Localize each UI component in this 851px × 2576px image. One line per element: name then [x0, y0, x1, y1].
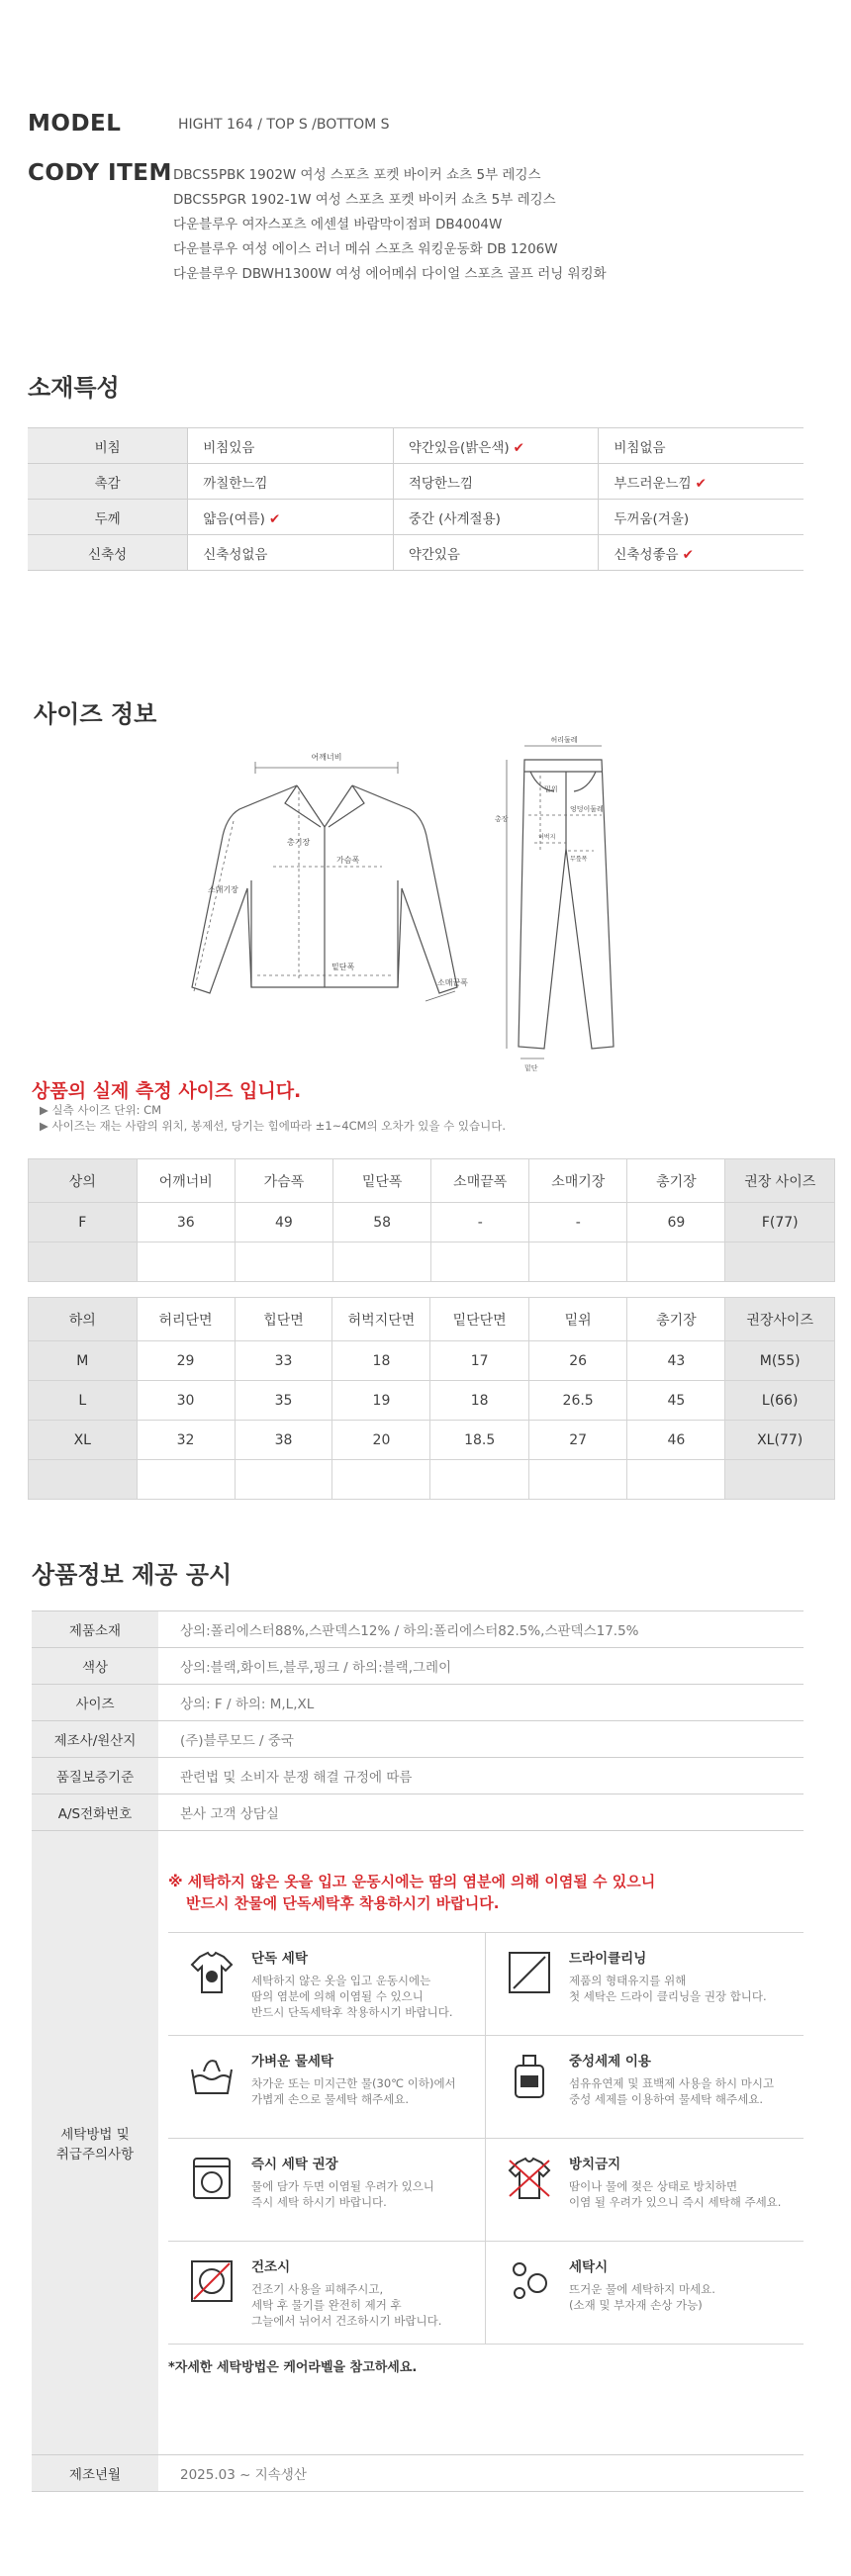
- size-notice: 상품의 실제 측정 사이즈 입니다.: [32, 1080, 302, 1102]
- bottom-size-cell: 38: [235, 1421, 332, 1460]
- material-option: 약간있음(밝은색) ✔: [393, 428, 599, 464]
- bottom-size-row: [29, 1381, 835, 1421]
- wash-warning: ※ 세탁하지 않은 옷을 입고 운동시에는 땀의 염분에 의해 이염될 수 있으니 반드시 찬물에 단독세탁후 착용하시기 바랍니다.: [168, 1873, 656, 1912]
- wash-item-text: [569, 2153, 781, 2241]
- top-header-cell: 상의: [29, 1159, 138, 1203]
- bottom-header-row: [29, 1298, 835, 1341]
- bottom-size-cell: L: [29, 1381, 138, 1421]
- top-empty-cell: [137, 1242, 235, 1282]
- washing-machine-icon: [186, 2153, 237, 2204]
- wash-item-title: 가벼운 물세탁: [251, 2054, 333, 2070]
- wash-content: [158, 1831, 804, 2455]
- top-size-row: [29, 1203, 835, 1242]
- bottom-header-cell: 힙단면: [235, 1298, 332, 1341]
- bottom-size-cell: 33: [235, 1341, 332, 1381]
- wash-item: [168, 2036, 486, 2139]
- size-note: ▶ 사이즈는 재는 사람의 위치, 봉제선, 당기는 힘에따라 ±1~4CM의 오차가 있을 수 있습니다.: [40, 1119, 507, 1133]
- check-icon: ✔: [682, 546, 694, 563]
- wash-item-title: 단독 세탁: [251, 1951, 308, 1967]
- bottom-empty-cell: [235, 1460, 332, 1500]
- bottom-size-cell: L(66): [725, 1381, 835, 1421]
- wash-item: [486, 2036, 804, 2139]
- label-cuff: 소매끝폭: [437, 978, 468, 987]
- top-header-cell: 권장 사이즈: [725, 1159, 835, 1203]
- cody-item: 다운블루우 여자스포츠 에센셜 바람막이점퍼 DB4004W: [173, 217, 503, 232]
- wash-item-desc: 즉시 세탁 하시기 바랍니다.: [251, 2195, 387, 2209]
- material-row-label: 촉감: [28, 464, 188, 500]
- bottom-size-cell: 17: [430, 1341, 528, 1381]
- wash-item-desc: 땀이나 물에 젖은 상태로 방치하면: [569, 2179, 738, 2193]
- info-row-label: 품질보증기준: [32, 1758, 158, 1794]
- info-row: [32, 1611, 804, 1648]
- bottom-empty-cell: [137, 1460, 235, 1500]
- cody-item-label: CODY ITEM: [28, 160, 172, 186]
- wash-item-desc: 그늘에서 뉘어서 건조하시기 바랍니다.: [251, 2314, 442, 2328]
- model-label: MODEL: [28, 111, 122, 137]
- label-pants-hem: 밑단: [524, 1064, 538, 1072]
- material-option: 적당한느낌: [393, 464, 599, 500]
- top-size-table: [28, 1158, 835, 1282]
- bottom-size-cell: 26.5: [528, 1381, 626, 1421]
- material-row-label: 비침: [28, 428, 188, 464]
- top-size-cell: F: [29, 1203, 138, 1242]
- wash-item-text: [569, 1947, 767, 2035]
- label-length: 총기장: [287, 838, 311, 847]
- wash-item-title: 중성세제 이용: [569, 2054, 651, 2070]
- material-table: [28, 427, 804, 571]
- wash-item-desc: 가볍게 손으로 물세탁 해주세요.: [251, 2092, 410, 2106]
- material-title: 소재특성: [28, 374, 120, 402]
- bottom-size-cell: 29: [137, 1341, 235, 1381]
- bottom-empty-cell: [430, 1460, 528, 1500]
- wash-item: [168, 2139, 486, 2242]
- check-icon: ✔: [695, 475, 707, 492]
- wash-item-title: 방치금지: [569, 2157, 621, 2172]
- bottom-size-cell: 19: [332, 1381, 430, 1421]
- bottom-size-cell: M(55): [725, 1341, 835, 1381]
- wash-item: [168, 2242, 486, 2345]
- bottom-header-cell: 하의: [29, 1298, 138, 1341]
- bottom-size-cell: 18: [430, 1381, 528, 1421]
- top-empty-cell: [29, 1242, 138, 1282]
- top-header-row: [29, 1159, 835, 1203]
- info-row-value: 관련법 및 소비자 분쟁 해결 규정에 따름: [158, 1758, 804, 1794]
- bottom-size-cell: 35: [235, 1381, 332, 1421]
- material-option: 부드러운느낌 ✔: [599, 464, 804, 500]
- info-row: [32, 1685, 804, 1721]
- wash-grid: [168, 1932, 804, 2345]
- info-row-label: 색상: [32, 1648, 158, 1685]
- bottom-size-cell: 27: [528, 1421, 626, 1460]
- label-shoulder: 어깨너비: [311, 753, 342, 762]
- size-title: 사이즈 정보: [34, 700, 157, 728]
- bottom-size-cell: 20: [332, 1421, 430, 1460]
- top-empty-row: [29, 1242, 835, 1282]
- wash-item-text: [251, 2050, 456, 2138]
- info-row-value: (주)블루모드 / 중국: [158, 1721, 804, 1758]
- wash-item-desc: 첫 세탁은 드라이 클리닝을 권장 합니다.: [569, 1989, 767, 2003]
- material-row: [28, 535, 804, 571]
- label-hem: 밑단폭: [331, 963, 355, 971]
- info-row-label: 제조사/원산지: [32, 1721, 158, 1758]
- check-icon: ✔: [268, 510, 281, 527]
- wash-item-desc: 섬유유연제 및 표백제 사용을 하시 마시고: [569, 2076, 775, 2090]
- bottom-size-cell: 45: [627, 1381, 725, 1421]
- wash-item-desc: 반드시 단독세탁후 착용하시기 바랍니다.: [251, 2005, 453, 2019]
- wash-item: [486, 2242, 804, 2345]
- top-empty-cell: [431, 1242, 529, 1282]
- material-row: [28, 464, 804, 500]
- wash-item-desc: 중성 세제를 이용하여 물세탁 해주세요.: [569, 2092, 764, 2106]
- bottom-header-cell: 밑단단면: [430, 1298, 528, 1341]
- bottom-size-table: [28, 1297, 835, 1500]
- no-soak-icon: [504, 2153, 555, 2204]
- size-note: ▶ 실측 사이즈 단위: CM: [40, 1103, 162, 1117]
- wash-item: [486, 1933, 804, 2036]
- bottom-empty-cell: [528, 1460, 626, 1500]
- info-row-label: 제품소재: [32, 1611, 158, 1648]
- material-option: 비침없음: [599, 428, 804, 464]
- cody-item: DBCS5PBK 1902W 여성 스포츠 포켓 바이커 쇼츠 5부 레깅스: [173, 167, 541, 183]
- info-table: [32, 1610, 804, 2492]
- bottom-size-cell: XL: [29, 1421, 138, 1460]
- model-value: HIGHT 164 / TOP S /BOTTOM S: [178, 117, 390, 133]
- material-option: 비침있음: [188, 428, 394, 464]
- top-size-cell: -: [529, 1203, 627, 1242]
- date-value: 2025.03 ~ 지속생산: [158, 2455, 804, 2492]
- top-header-cell: 소매기장: [529, 1159, 627, 1203]
- top-empty-cell: [235, 1242, 332, 1282]
- material-option: 얇음(여름) ✔: [188, 500, 394, 535]
- pants-diagram: [495, 732, 643, 1073]
- bottom-size-cell: M: [29, 1341, 138, 1381]
- wash-item-title: 드라이클리닝: [569, 1951, 647, 1967]
- material-row-label: 두께: [28, 500, 188, 535]
- bottom-size-cell: 26: [528, 1341, 626, 1381]
- top-empty-cell: [333, 1242, 431, 1282]
- label-pants-length: 총장: [495, 815, 509, 823]
- dry-clean-icon: [504, 1947, 555, 1998]
- cody-item: 다운블루우 여성 에이스 러너 메쉬 스포츠 워킹운동화 DB 1206W: [173, 241, 558, 257]
- detergent-icon: [504, 2050, 555, 2101]
- top-header-cell: 밑단폭: [333, 1159, 431, 1203]
- label-thigh: 허벅지: [538, 834, 556, 841]
- material-option: 까칠한느낌: [188, 464, 394, 500]
- wash-item-desc: 세탁하지 않은 옷을 입고 운동시에는: [251, 1974, 431, 1987]
- bottom-empty-cell: [29, 1460, 138, 1500]
- top-diagram: [178, 732, 475, 1029]
- bottom-empty-cell: [332, 1460, 430, 1500]
- material-row-label: 신축성: [28, 535, 188, 571]
- material-row: [28, 500, 804, 535]
- top-header-cell: 총기장: [627, 1159, 725, 1203]
- wash-item-text: [251, 2255, 441, 2344]
- top-empty-cell: [529, 1242, 627, 1282]
- wash-item-desc: 뜨거운 물에 세탁하지 마세요.: [569, 2282, 715, 2296]
- bottom-size-cell: 43: [627, 1341, 725, 1381]
- wash-item: [168, 1933, 486, 2036]
- bottom-size-cell: 30: [137, 1381, 235, 1421]
- wash-item-title: 세탁시: [569, 2259, 609, 2275]
- info-row-value: 상의: F / 하의: M,L,XL: [158, 1685, 804, 1721]
- wash-item-desc: 땀의 염분에 의해 이염될 수 있으니: [251, 1989, 424, 2003]
- top-header-cell: 소매끝폭: [431, 1159, 529, 1203]
- bottom-header-cell: 허리단면: [137, 1298, 235, 1341]
- bottom-empty-cell: [725, 1460, 835, 1500]
- bottom-size-cell: 32: [137, 1421, 235, 1460]
- label-front-rise: 밑위: [544, 785, 558, 793]
- info-row: [32, 1758, 804, 1794]
- wash-item-desc: 물에 담가 두면 이염될 우려가 있으니: [251, 2179, 434, 2193]
- date-label: 제조년월: [32, 2455, 158, 2492]
- hand-wash-icon: [186, 2050, 237, 2101]
- info-row: [32, 1648, 804, 1685]
- material-row: [28, 428, 804, 464]
- top-header-cell: 어깨너비: [137, 1159, 235, 1203]
- check-icon: ✔: [513, 439, 524, 456]
- top-size-cell: 69: [627, 1203, 725, 1242]
- info-row: [32, 1721, 804, 1758]
- bottom-empty-cell: [627, 1460, 725, 1500]
- bottom-size-row: [29, 1421, 835, 1460]
- size-notes: [40, 1102, 506, 1134]
- wash-item: [486, 2139, 804, 2242]
- material-option: 두꺼움(겨울): [599, 500, 804, 535]
- material-option: 신축성없음: [188, 535, 394, 571]
- material-option: 중간 (사계절용): [393, 500, 599, 535]
- bottom-size-cell: XL(77): [725, 1421, 835, 1460]
- pilling-icon: [504, 2255, 555, 2307]
- wash-item-text: [569, 2050, 774, 2138]
- top-size-cell: 36: [137, 1203, 235, 1242]
- bottom-empty-row: [29, 1460, 835, 1500]
- bottom-size-cell: 46: [627, 1421, 725, 1460]
- wash-item-text: [569, 2255, 715, 2344]
- bottom-size-cell: 18.5: [430, 1421, 528, 1460]
- wash-item-desc: 차가운 또는 미지근한 물(30℃ 이하)에서: [251, 2076, 456, 2090]
- label-waist: 허리둘레: [550, 736, 578, 744]
- cody-item-list: [173, 163, 607, 287]
- bottom-size-cell: 18: [332, 1341, 430, 1381]
- label-chest: 가슴폭: [336, 856, 360, 865]
- wash-item-text: [251, 2153, 434, 2241]
- bottom-size-row: [29, 1341, 835, 1381]
- info-title: 상품정보 제공 공시: [32, 1561, 233, 1589]
- no-tumble-dry-icon: [186, 2255, 237, 2307]
- wash-item-desc: 제품의 형태유지를 위해: [569, 1974, 687, 1987]
- info-row: [32, 1794, 804, 1831]
- info-row-label: 사이즈: [32, 1685, 158, 1721]
- wash-item-desc: 건조기 사용을 피해주시고,: [251, 2282, 384, 2296]
- shirt-wash-icon: [186, 1947, 237, 1998]
- wash-item-desc: (소재 및 부자재 손상 가능): [569, 2298, 703, 2312]
- material-option: 약간있음: [393, 535, 599, 571]
- bottom-header-cell: 총기장: [627, 1298, 725, 1341]
- bottom-header-cell: 권장사이즈: [725, 1298, 835, 1341]
- bottom-header-cell: 허벅지단면: [332, 1298, 430, 1341]
- top-size-cell: F(77): [725, 1203, 835, 1242]
- wash-item-title: 건조시: [251, 2259, 291, 2275]
- top-size-cell: 49: [235, 1203, 332, 1242]
- wash-note: *자세한 세탁방법은 케어라벨을 참고하세요.: [168, 2360, 418, 2375]
- info-row-label: A/S전화번호: [32, 1794, 158, 1831]
- label-sleeve: 소매기장: [208, 885, 238, 894]
- info-row-value: 상의:폴리에스터88%,스판덱스12% / 하의:폴리에스터82.5%,스판덱스17.5%: [158, 1611, 804, 1648]
- top-empty-cell: [627, 1242, 725, 1282]
- bottom-header-cell: 밑위: [528, 1298, 626, 1341]
- material-option: 신축성좋음 ✔: [599, 535, 804, 571]
- top-size-cell: -: [431, 1203, 529, 1242]
- label-knee: 무릎폭: [570, 856, 588, 863]
- top-header-cell: 가슴폭: [235, 1159, 332, 1203]
- wash-label: 세탁방법 및 취급주의사항: [32, 1831, 158, 2455]
- top-empty-cell: [725, 1242, 835, 1282]
- label-hip: 엉덩이둘레: [570, 805, 604, 813]
- top-size-cell: 58: [333, 1203, 431, 1242]
- wash-item-desc: 세탁 후 물기를 완전히 제거 후: [251, 2298, 402, 2312]
- cody-item: DBCS5PGR 1902-1W 여성 스포츠 포켓 바이커 쇼츠 5부 레깅스: [173, 192, 556, 208]
- wash-item-desc: 이염 될 우려가 있으니 즉시 세탁해 주세요.: [569, 2195, 782, 2209]
- info-row-value: 상의:블랙,화이트,블루,핑크 / 하의:블랙,그레이: [158, 1648, 804, 1685]
- cody-item: 다운블루우 DBWH1300W 여성 에어메쉬 다이얼 스포츠 골프 러닝 워킹화: [173, 266, 607, 282]
- wash-item-title: 즉시 세탁 권장: [251, 2157, 338, 2172]
- info-row-value: 본사 고객 상담실: [158, 1794, 804, 1831]
- wash-item-text: [251, 1947, 452, 2035]
